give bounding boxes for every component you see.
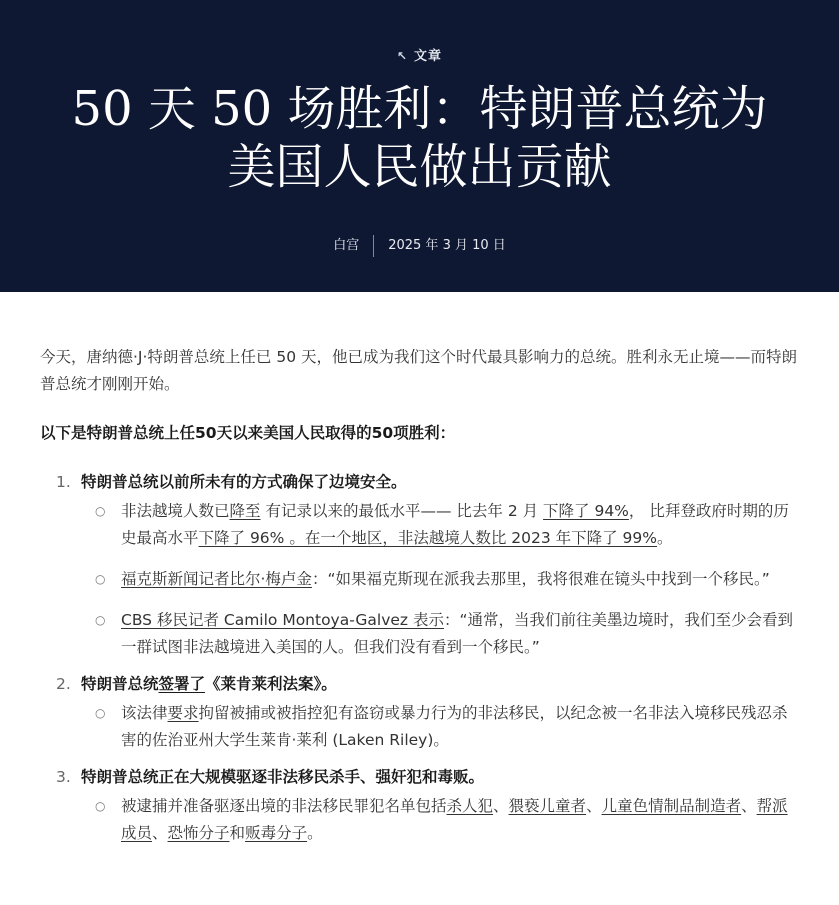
publish-date: 2025 年 3 月 10 日 (388, 238, 506, 253)
inline-link[interactable]: 签署了 (158, 675, 206, 693)
win-heading (81, 671, 799, 698)
inline-text: 、 (493, 797, 509, 815)
inline-link[interactable]: 下降了 94% (543, 502, 629, 520)
arrow-up-left-icon: ↖ (396, 49, 409, 63)
article-hero (0, 0, 839, 292)
win-details (81, 498, 799, 661)
detail-item (81, 793, 799, 847)
inline-text: ：“通常，当我们前往美墨边境时，我们至少会看到一群试图非法越境进入美国的人。但我们没有看到一个移民。” (121, 611, 794, 656)
inline-link[interactable]: 儿童色情制品制造者 (601, 797, 742, 815)
circle-bullet-icon: ○ (95, 572, 106, 586)
inline-text: 。 (307, 824, 323, 842)
circle-bullet-icon: ○ (95, 706, 106, 720)
inline-link[interactable]: CBS 移民记者 Camilo Montoya-Galvez 表示 (121, 611, 444, 629)
page-title: 50 天 50 场胜利：特朗普总统为美国人民做出贡献 (71, 81, 768, 195)
win-details (81, 700, 799, 754)
inline-link[interactable]: 降至 (229, 502, 261, 520)
inline-link[interactable]: 杀人犯 (446, 797, 494, 815)
inline-text: 和 (229, 824, 246, 842)
inline-text: 拘留被捕或被指控犯有盗窃或暴力行为的非法移民，以纪念被一名非法入境移民残忍杀害的佐治亚州大学生莱肯·莱利 (Laken Riley)。 (121, 704, 788, 749)
inline-text: 。 (657, 529, 673, 547)
inline-link[interactable]: 福克斯新闻记者比尔·梅卢金 (121, 570, 312, 588)
win-number: 3. (56, 768, 71, 786)
win-details (81, 793, 799, 847)
win-item (40, 671, 799, 754)
circle-bullet-icon: ○ (95, 504, 106, 518)
inline-link[interactable]: 帮派成员 (121, 797, 788, 842)
article-meta (0, 234, 839, 257)
inline-text: 有记录以来的最低水平—— 比去年 2 月 (260, 502, 544, 520)
inline-text: 该法律 (121, 704, 168, 722)
win-item (40, 764, 799, 847)
detail-item (81, 607, 799, 661)
intro-paragraph: 今天，唐纳德·J·特朗普总统上任已 50 天，他已成为我们这个时代最具影响力的总统。胜利永无止境——而特朗普总统才刚刚开始。 (40, 348, 798, 393)
inline-link[interactable]: 猥亵儿童者 (508, 797, 587, 815)
inline-text: 、 (152, 824, 168, 842)
circle-bullet-icon: ○ (95, 799, 106, 813)
inline-link[interactable]: 下降了 96% 。在一个地区，非法越境人数比 2023 年下降了 99% (198, 529, 658, 547)
meta-divider (373, 235, 374, 257)
author-link[interactable]: 白宫 (333, 238, 360, 253)
inline-text: ， 比拜登政府时期的历史最高水平 (121, 502, 789, 547)
win-heading: 特朗普总统正在大规模驱逐非法移民杀手、强奸犯和毒贩。 (81, 768, 485, 786)
win-heading: 特朗普总统以前所未有的方式确保了边境安全。 (81, 473, 407, 491)
inline-link[interactable]: 要求 (167, 704, 199, 722)
wins-lead: 以下是特朗普总统上任50天以来美国人民取得的50项胜利： (40, 424, 456, 442)
inline-link[interactable]: 恐怖分子 (167, 824, 230, 842)
inline-link[interactable]: 贩毒分子 (245, 824, 308, 842)
circle-bullet-icon: ○ (95, 613, 106, 627)
detail-item (81, 498, 799, 552)
inline-text: 被逮捕并准备驱逐出境的非法移民罪犯名单包括 (121, 797, 447, 815)
win-item (40, 469, 799, 661)
article-category[interactable] (0, 45, 839, 64)
win-number: 1. (56, 473, 71, 491)
inline-text: 、 (586, 797, 602, 815)
detail-item (81, 700, 799, 754)
wins-list (40, 469, 799, 847)
win-number: 2. (56, 675, 71, 693)
inline-text: 、 (741, 797, 757, 815)
inline-text: 《莱肯莱利法案》。 (205, 675, 337, 693)
inline-text: ：“如果福克斯现在派我去那里，我将很难在镜头中找到一个移民。” (311, 570, 770, 588)
inline-text: 特朗普总统 (81, 675, 159, 693)
category-label: 文章 (414, 49, 443, 64)
article-body (0, 292, 839, 847)
detail-item (81, 566, 799, 593)
inline-text: 非法越境人数已 (121, 502, 230, 520)
